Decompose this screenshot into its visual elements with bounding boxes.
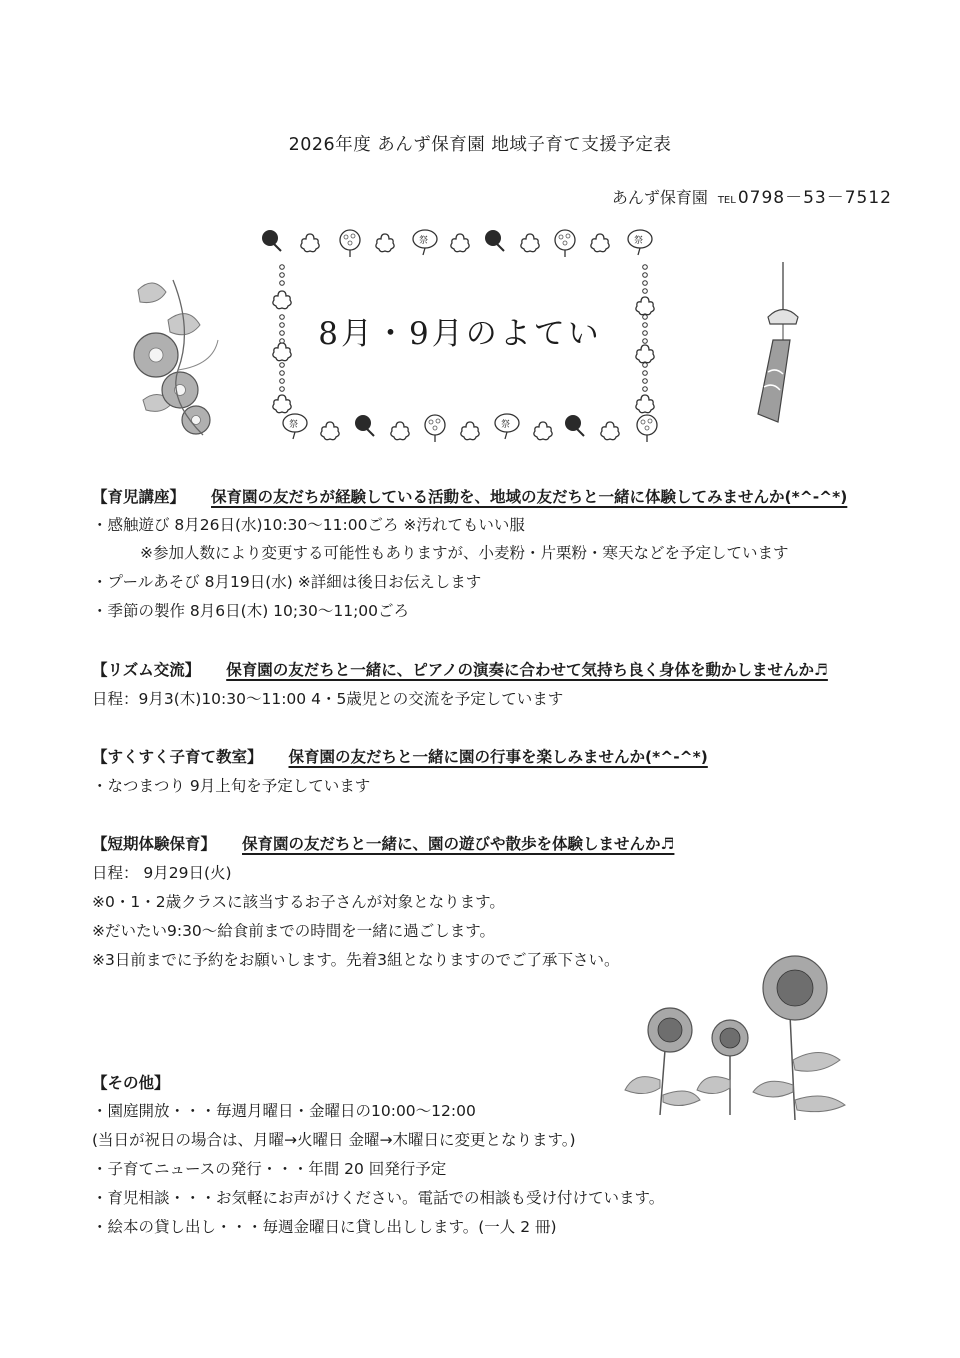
list-item: ・なつまつり 9月上旬を予定しています xyxy=(92,777,371,795)
section-description: 保育園の友だちが経験している活動を、地域の友だちと一緒に体験してみませんか(*^-^*) xyxy=(211,488,848,506)
list-item: ・絵本の貸し出し・・・毎週金曜日に貸し出しします。(一人 2 冊) xyxy=(92,1218,557,1236)
banner-title: 8月・9月のよてい xyxy=(318,316,602,352)
section-heading-tanki xyxy=(92,832,674,854)
section-description: 保育園の友だちと一緒に園の行事を楽しみませんか(*^-^*) xyxy=(288,748,708,766)
wind-chime-illustration xyxy=(728,262,838,442)
document-title: 2026年度 あんず保育園 地域子育て支援予定表 xyxy=(288,135,672,155)
frame-left-column xyxy=(280,265,285,392)
list-item-note: ※参加人数により変更する可能性もありますが、小麦粉・片栗粉・寒天などを予定しています xyxy=(140,544,789,562)
list-item-note: (当日が祝日の場合は、月曜→火曜日 金曜→木曜日に変更となります。) xyxy=(92,1131,576,1149)
list-item: ※3日前までに予約をお願いします。先着3組となりますのでご了承下さい。 xyxy=(92,951,620,969)
organization-contact xyxy=(612,183,892,208)
section-heading-sukusuku xyxy=(92,745,708,767)
organization-name: あんず保育園 xyxy=(611,188,708,207)
morning-glory-illustration xyxy=(118,270,238,445)
festival-fan-label: 祭 xyxy=(419,236,429,246)
section-heading-ikuji xyxy=(92,485,847,507)
frame-bottom-row xyxy=(283,414,657,442)
section-label: 【すくすく子育て教室】 xyxy=(92,748,263,766)
frame-top-row xyxy=(262,230,652,257)
section-heading-other xyxy=(92,1071,170,1093)
list-item: ・育児相談・・・お気軽にお声がけください。電話での相談も受け付けています。 xyxy=(92,1189,665,1207)
list-item: ・園庭開放・・・毎週月曜日・金曜日の10:00～12:00 xyxy=(92,1102,476,1120)
section-label: 【育児講座】 xyxy=(92,488,186,506)
tel-number: 0798－53－7512 xyxy=(737,188,892,208)
section-label: 【その他】 xyxy=(92,1074,170,1092)
list-item: 日程：9月3(木)10:30～11:00 4・5歳児との交流を予定しています xyxy=(92,690,564,708)
list-item: ※0・1・2歳クラスに該当するお子さんが対象となります。 xyxy=(92,893,505,911)
list-item: ※だいたい9:30～給食前までの時間を一緒に過ごします。 xyxy=(92,922,496,940)
sunflowers-illustration xyxy=(605,950,875,1125)
list-item: ・子育てニュースの発行・・・年間 20 回発行予定 xyxy=(92,1160,447,1178)
section-heading-rhythm xyxy=(92,658,828,680)
tel-label: TEL xyxy=(717,195,736,206)
festival-fan-label: 祭 xyxy=(634,236,644,246)
festival-fan-label: 祭 xyxy=(289,420,299,430)
list-item: 日程： 9月29日(火) xyxy=(92,864,232,882)
list-item: ・季節の製作 8月6日(木) 10;30～11;00ごろ xyxy=(92,602,410,620)
list-item: ・プールあそび 8月19日(水) ※詳細は後日お伝えします xyxy=(92,573,482,591)
section-label: 【短期体験保育】 xyxy=(92,835,217,853)
festival-fan-label: 祭 xyxy=(501,420,511,430)
list-item: ・感触遊び 8月26日(水)10:30～11:00ごろ ※汚れてもいい服 xyxy=(92,516,525,534)
section-label: 【リズム交流】 xyxy=(92,661,201,679)
frame-right-column xyxy=(643,265,648,392)
section-description: 保育園の友だちと一緒に、ピアノの演奏に合わせて気持ち良く身体を動かしませんか♬ xyxy=(226,661,828,679)
section-description: 保育園の友だちと一緒に、園の遊びや散歩を体験しませんか♬ xyxy=(242,835,675,853)
